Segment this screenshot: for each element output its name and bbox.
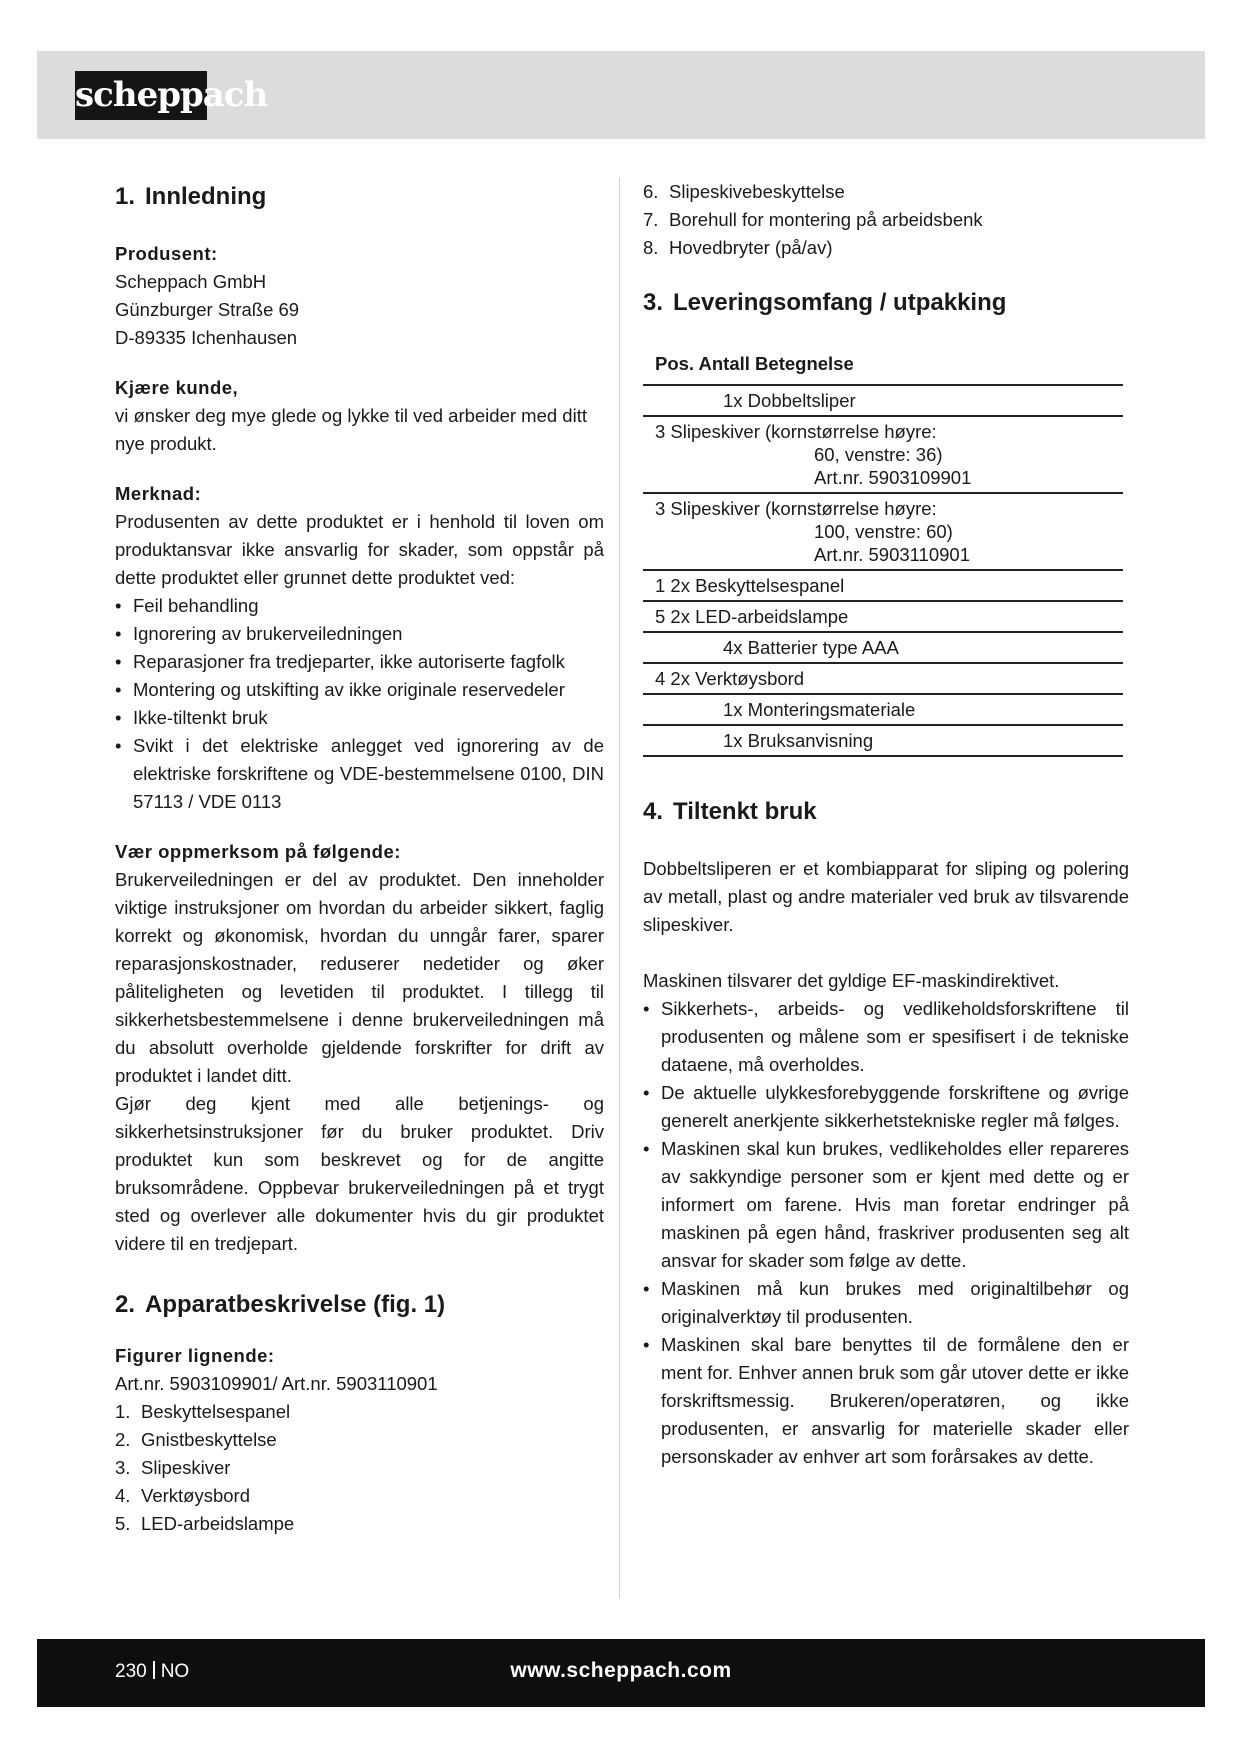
producer-line: D-89335 Ichenhausen	[115, 327, 298, 348]
intended-use-bullet-item: • Sikkerhets-, arbeids- og vedlikeholdsforskriftene til produsenten og målene som er spesifisert i de tekniske dataene, må overholdes.	[643, 995, 1129, 1079]
figure-article-numbers: Art.nr. 5903109901/ Art.nr. 5903110901	[115, 1373, 438, 1394]
part-name: Slipeskivebeskyttelse	[669, 181, 845, 202]
part-name: Hovedbryter (på/av)	[669, 237, 833, 258]
delivery-table-row	[643, 664, 1123, 695]
attention-paragraph-2: Gjør deg kjent med alle betjenings- og sikkerhetsinstruksjoner før du bruker produktet. Driv produktet kun som beskrevet og for de angitte bruksområdene. Oppbevar brukerveiledningen på et trygt sted og overlever alle dokumenter hvis du gir produktet videre til en tredjepart.	[115, 1093, 604, 1254]
brand-logo: scheppach	[75, 71, 207, 120]
part-item	[643, 178, 1129, 206]
part-number: 5.	[115, 1513, 131, 1534]
part-item	[115, 1454, 604, 1482]
part-item	[115, 1398, 604, 1426]
section-4-heading: 4. Tiltenkt bruk	[643, 798, 817, 825]
part-number: 7.	[643, 209, 659, 230]
dear-label: Kjære kunde,	[115, 377, 239, 398]
intended-use-bullet-item: • De aktuelle ulykkesforebyggende forskriftene og øvrige generelt anerkjente sikkerhetstekniske regler må følges.	[643, 1079, 1129, 1135]
delivery-item: 1x Monteringsmateriale	[723, 699, 916, 720]
delivery-table	[643, 346, 1123, 757]
delivery-table-row	[643, 695, 1123, 726]
producer-label: Produsent:	[115, 243, 218, 264]
delivery-item: 1x Bruksanvisning	[723, 730, 874, 751]
figure-label: Figurer lignende:	[115, 1345, 275, 1366]
part-item	[643, 206, 1129, 234]
producer-address	[115, 268, 604, 352]
delivery-table-row	[643, 417, 1123, 494]
delivery-item: 3 Slipeskiver (kornstørrelse høyre:	[655, 498, 937, 519]
page-number: 230 NO	[115, 1661, 190, 1682]
delivery-item-detail: 100, venstre: 60)	[814, 521, 953, 542]
note-bullet-item: • Ikke-tiltenkt bruk	[115, 704, 604, 732]
attention-label: Vær oppmerksom på følgende:	[115, 841, 401, 862]
delivery-item: 4 2x Verktøysbord	[655, 668, 805, 689]
intended-use-paragraph-1: Dobbeltsliperen er et kombiapparat for sliping og polering av metall, plast og andre materialer ved bruk av tilsvarende slipeskiver.	[643, 858, 1129, 935]
note-bullet-item: • Ignorering av brukerveiledningen	[115, 620, 604, 648]
intended-use-bullet-list	[643, 995, 1129, 1471]
right-column	[643, 178, 1129, 1471]
note-label: Merknad:	[115, 483, 202, 504]
note-bullet-item: • Feil behandling	[115, 592, 604, 620]
note-bullet-item: • Reparasjoner fra tredjeparter, ikke autoriserte fagfolk	[115, 648, 604, 676]
page-header	[37, 51, 1205, 139]
parts-list	[115, 1398, 604, 1538]
delivery-item-detail: Art.nr. 5903110901	[814, 544, 971, 565]
part-item	[115, 1426, 604, 1454]
column-divider	[619, 178, 620, 1598]
intended-use-bullet-item: • Maskinen må kun brukes med originaltilbehør og originalverktøy til produsenten.	[643, 1275, 1129, 1331]
delivery-item: 5 2x LED-arbeidslampe	[655, 606, 849, 627]
delivery-item: 4x Batterier type AAA	[723, 637, 899, 658]
left-column	[115, 178, 604, 1538]
part-number: 3.	[115, 1457, 131, 1478]
section-2-heading: 2. Apparatbeskrivelse (fig. 1)	[115, 1291, 446, 1318]
delivery-item: 1 2x Beskyttelsespanel	[655, 575, 845, 596]
intended-use-bullet-item: • Maskinen skal kun brukes, vedlikeholdes eller repareres av sakkyndige personer som er kjent med dette og er informert om farene. Hvis man foretar endringer på maskinen på egen hånd, fraskriver produsenten seg alt ansvar for skader som følge av dette.	[643, 1135, 1129, 1275]
part-name: Slipeskiver	[141, 1457, 231, 1478]
note-bullet-item: • Montering og utskifting av ikke originale reservedeler	[115, 676, 604, 704]
delivery-item: 3 Slipeskiver (kornstørrelse høyre:	[655, 421, 937, 442]
dear-text: vi ønsker deg mye glede og lykke til ved arbeider med ditt nye produkt.	[115, 405, 587, 454]
note-bullet-item: • Svikt i det elektriske anlegget ved ignorering av de elektriske forskriftene og VDE-bestemmelsene 0100, DIN 57113 / VDE 0113	[115, 732, 604, 816]
part-number: 4.	[115, 1485, 131, 1506]
intended-use-paragraph-2: Maskinen tilsvarer det gyldige EF-maskindirektivet.	[643, 970, 1060, 991]
part-item	[643, 234, 1129, 262]
parts-list-continued	[643, 178, 1129, 262]
delivery-table-row	[643, 386, 1123, 417]
website-link[interactable]: www.scheppach.com	[510, 1659, 732, 1682]
part-number: 2.	[115, 1429, 131, 1450]
note-bullet-list	[115, 592, 604, 816]
part-name: Gnistbeskyttelse	[141, 1429, 277, 1450]
delivery-table-row	[643, 602, 1123, 633]
part-name: Verktøysbord	[141, 1485, 250, 1506]
delivery-table-header: Pos. Antall Betegnelse	[643, 346, 1123, 386]
delivery-table-row	[643, 726, 1123, 757]
part-name: Beskyttelsespanel	[141, 1401, 291, 1422]
delivery-table-row	[643, 571, 1123, 602]
note-text: Produsenten av dette produktet er i henhold til loven om produktansvar ikke ansvarlig for skader, som oppstår på dette produktet eller grunnet dette produktet ved:	[115, 511, 604, 588]
part-item	[115, 1482, 604, 1510]
delivery-item: 1x Dobbeltsliper	[723, 390, 856, 411]
section-3-heading: 3. Leveringsomfang / utpakking	[643, 289, 1007, 316]
delivery-item-detail: Art.nr. 5903109901	[814, 467, 972, 488]
part-number: 8.	[643, 237, 659, 258]
intended-use-bullet-item: • Maskinen skal bare benyttes til de formålene den er ment for. Enhver annen bruk som går utover dette er ikke forskriftsmessig. Brukeren/operatøren, og ikke produsenten, er ansvarlig for materielle skader eller personskader av enhver art som forårsakes av dette.	[643, 1331, 1129, 1471]
producer-line: Günzburger Straße 69	[115, 299, 300, 320]
delivery-table-row	[643, 494, 1123, 571]
section-1-heading: 1. Innledning	[115, 183, 267, 210]
part-number: 6.	[643, 181, 659, 202]
part-item	[115, 1510, 604, 1538]
producer-line: Scheppach GmbH	[115, 271, 267, 292]
part-name: Borehull for montering på arbeidsbenk	[669, 209, 983, 230]
page-footer	[37, 1639, 1205, 1707]
part-number: 1.	[115, 1401, 131, 1422]
delivery-item-detail: 60, venstre: 36)	[814, 444, 943, 465]
delivery-table-row	[643, 633, 1123, 664]
part-name: LED-arbeidslampe	[141, 1513, 295, 1534]
attention-paragraph-1: Brukerveiledningen er del av produktet. Den inneholder viktige instruksjoner om hvordan du arbeider sikkert, faglig korrekt og økonomisk, hvordan du unngår farer, sparer reparasjonskostnader, reduserer nedetider og øker påliteligheten og levetiden til produktet. I tillegg til sikkerhetsbestemmelsene i denne brukerveiledningen må du absolutt overholde gjeldende forskrifter for drift av produktet i landet ditt.	[115, 869, 604, 1086]
